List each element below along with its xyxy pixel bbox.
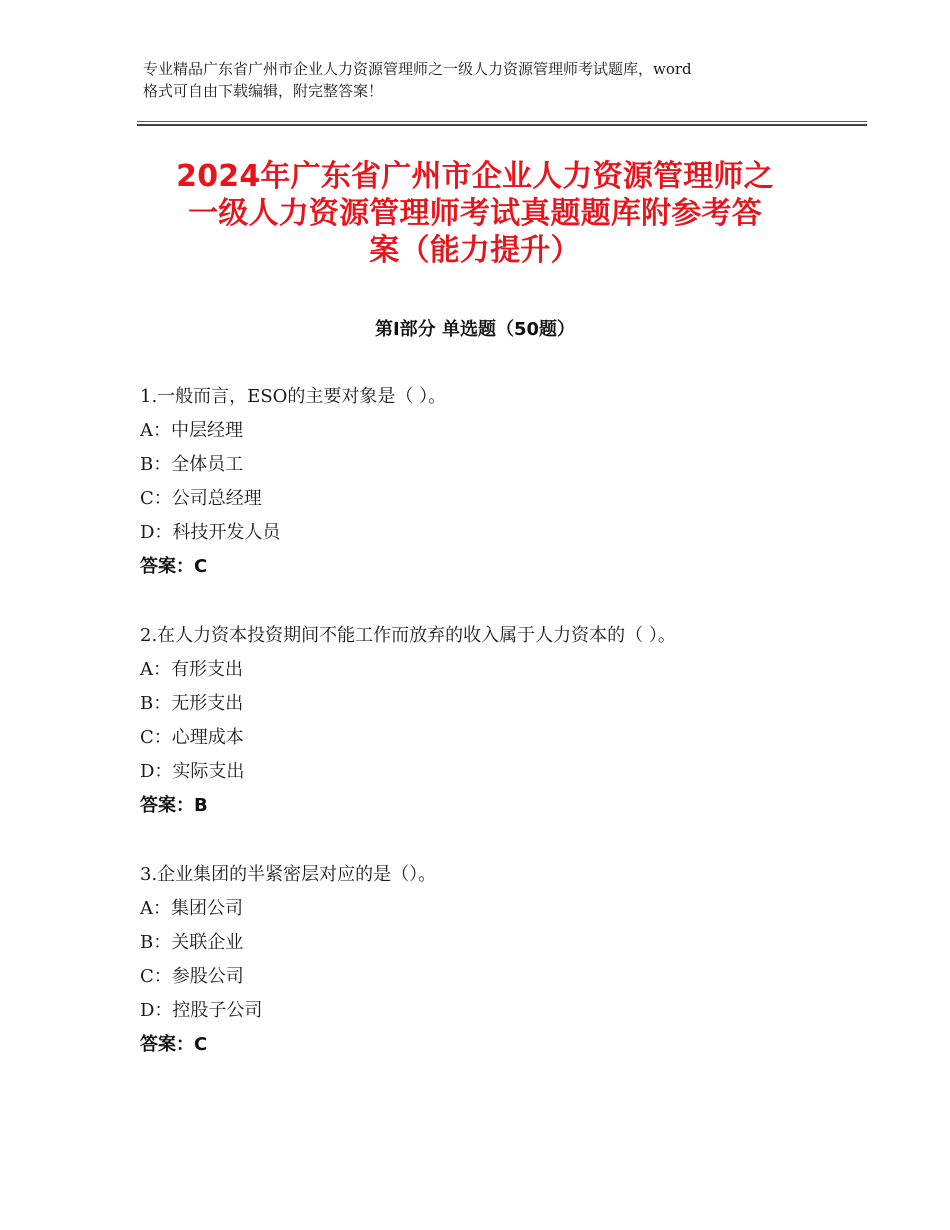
answer: 答案：B <box>140 795 208 816</box>
option-d: D：科技开发人员 <box>140 522 281 543</box>
header-rule-top <box>137 121 867 122</box>
title-line-3: 案（能力提升） <box>369 233 581 268</box>
question-1 <box>140 380 860 584</box>
option-d: D：实际支出 <box>140 761 245 782</box>
option-a: A：集团公司 <box>140 898 243 919</box>
header-note-line-1: 专业精品广东省广州市企业人力资源管理师之一级人力资源管理师考试题库，word <box>143 60 692 78</box>
title-line-2: 一级人力资源管理师考试真题题库附参考答 <box>188 196 762 231</box>
option-c: C：公司总经理 <box>140 488 262 509</box>
question-2 <box>140 619 860 823</box>
header-note <box>143 58 823 102</box>
option-b: B：关联企业 <box>140 932 244 953</box>
header-note-line-2: 格式可自由下载编辑，附完整答案！ <box>143 82 384 100</box>
question-stem: 2.在人力资本投资期间不能工作而放弃的收入属于人力资本的（ ）。 <box>140 625 676 646</box>
answer: 答案：C <box>140 556 208 577</box>
option-b: B：无形支出 <box>140 693 244 714</box>
option-a: A：中层经理 <box>140 420 243 441</box>
title-line-1: 2024年广东省广州市企业人力资源管理师之 <box>176 159 774 194</box>
section-title: 第Ⅰ部分 单选题（50题） <box>374 319 575 340</box>
option-b: B：全体员工 <box>140 454 244 475</box>
answer: 答案：C <box>140 1034 208 1055</box>
question-stem: 1.一般而言，ESO的主要对象是（ ）。 <box>140 386 447 407</box>
question-3 <box>140 858 860 1062</box>
option-c: C：参股公司 <box>140 966 244 987</box>
option-c: C：心理成本 <box>140 727 244 748</box>
option-a: A：有形支出 <box>140 659 243 680</box>
header-rule-bottom <box>137 124 867 126</box>
document-title <box>120 158 830 269</box>
question-stem: 3.企业集团的半紧密层对应的是（）。 <box>140 864 437 885</box>
option-d: D：控股子公司 <box>140 1000 263 1021</box>
